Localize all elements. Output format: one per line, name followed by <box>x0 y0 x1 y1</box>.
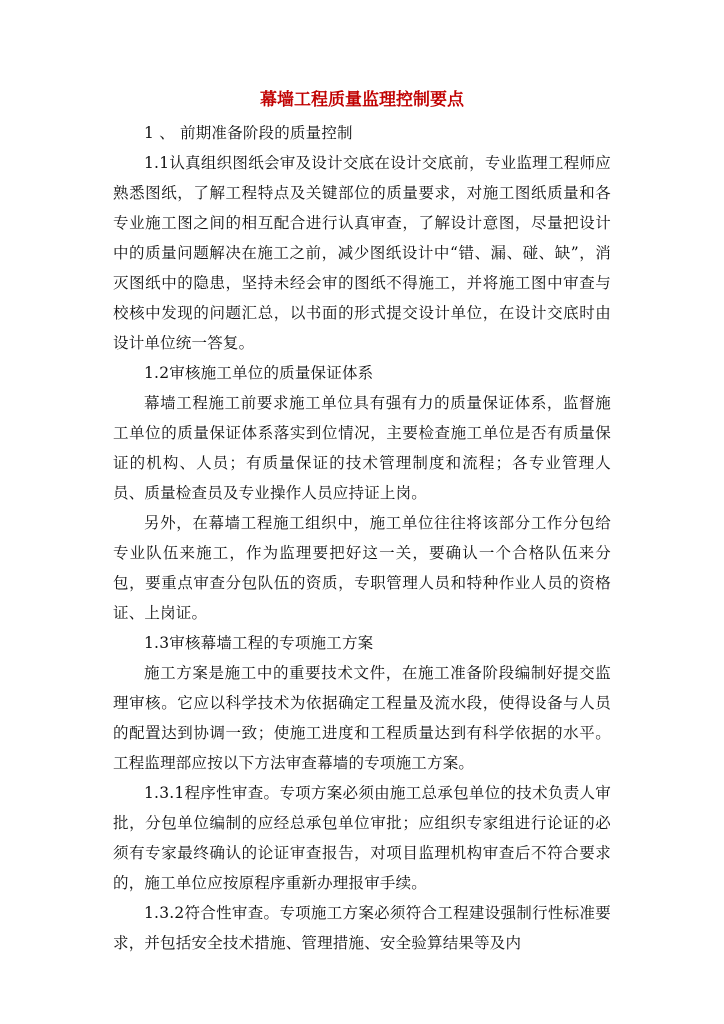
paragraph-1-1: 1.1认真组织图纸会审及设计交底在设计交底前，专业监理工程师应熟悉图纸，了解工程特点及关键部位的质量要求，对施工图纸质量和各专业施工图之间的相互配合进行认真审查，了解设计意图，尽量把设计中的质量问题解决在施工之前，减少图纸设计中“错、漏、碰、缺”，消灭图纸中的隐患，坚持未经会审的图纸不得施工，并将施工图中审查与校核中发现的问题汇总，以书面的形式提交设计单位，在设计交底时由设计单位统一答复。 <box>113 154 611 352</box>
section-heading-1: 1 、 前期准备阶段的质量控制 <box>144 124 353 142</box>
paragraph-1-2-b: 另外，在幕墙工程施工组织中，施工单位往往将该部分工作分包给专业队伍来施工，作为监理要把好这一关，要确认一个合格队伍来分包，要重点审查分包队伍的资质，专职管理人员和特种作业人员的资格证、上岗证。 <box>113 514 611 622</box>
document-page <box>113 88 611 958</box>
paragraph-1-2-a: 幕墙工程施工前要求施工单位具有强有力的质量保证体系，监督施工单位的质量保证体系落实到位情况，主要检查施工单位是否有质量保证的机构、人员；有质量保证的技术管理制度和流程；各专业管理人员、质量检查员及专业操作人员应持证上岗。 <box>113 394 611 502</box>
document-title: 幕墙工程质量监理控制要点 <box>260 90 464 110</box>
subheading-1-3: 1.3审核幕墙工程的专项施工方案 <box>144 634 374 652</box>
paragraph-1-3-2: 1.3.2符合性审查。专项施工方案必须符合工程建设强制行性标准要求，并包括安全技术措施、管理措施、安全验算结果等及内 <box>113 904 611 952</box>
subheading-1-2: 1.2审核施工单位的质量保证体系 <box>144 364 374 382</box>
paragraph-1-3-1: 1.3.1程序性审查。专项方案必须由施工总承包单位的技术负责人审批，分包单位编制的应经总承包单位审批；应组织专家组进行论证的必须有专家最终确认的论证审查报告，对项目监理机构审查后不符合要求的，施工单位应按原程序重新办理报审手续。 <box>113 784 611 892</box>
paragraph-1-3: 施工方案是施工中的重要技术文件，在施工准备阶段编制好提交监理审核。它应以科学技术为依据确定工程量及流水段，使得设备与人员的配置达到协调一致；使施工进度和工程质量达到有科学依据的水平。工程监理部应按以下方法审查幕墙的专项施工方案。 <box>113 664 611 772</box>
